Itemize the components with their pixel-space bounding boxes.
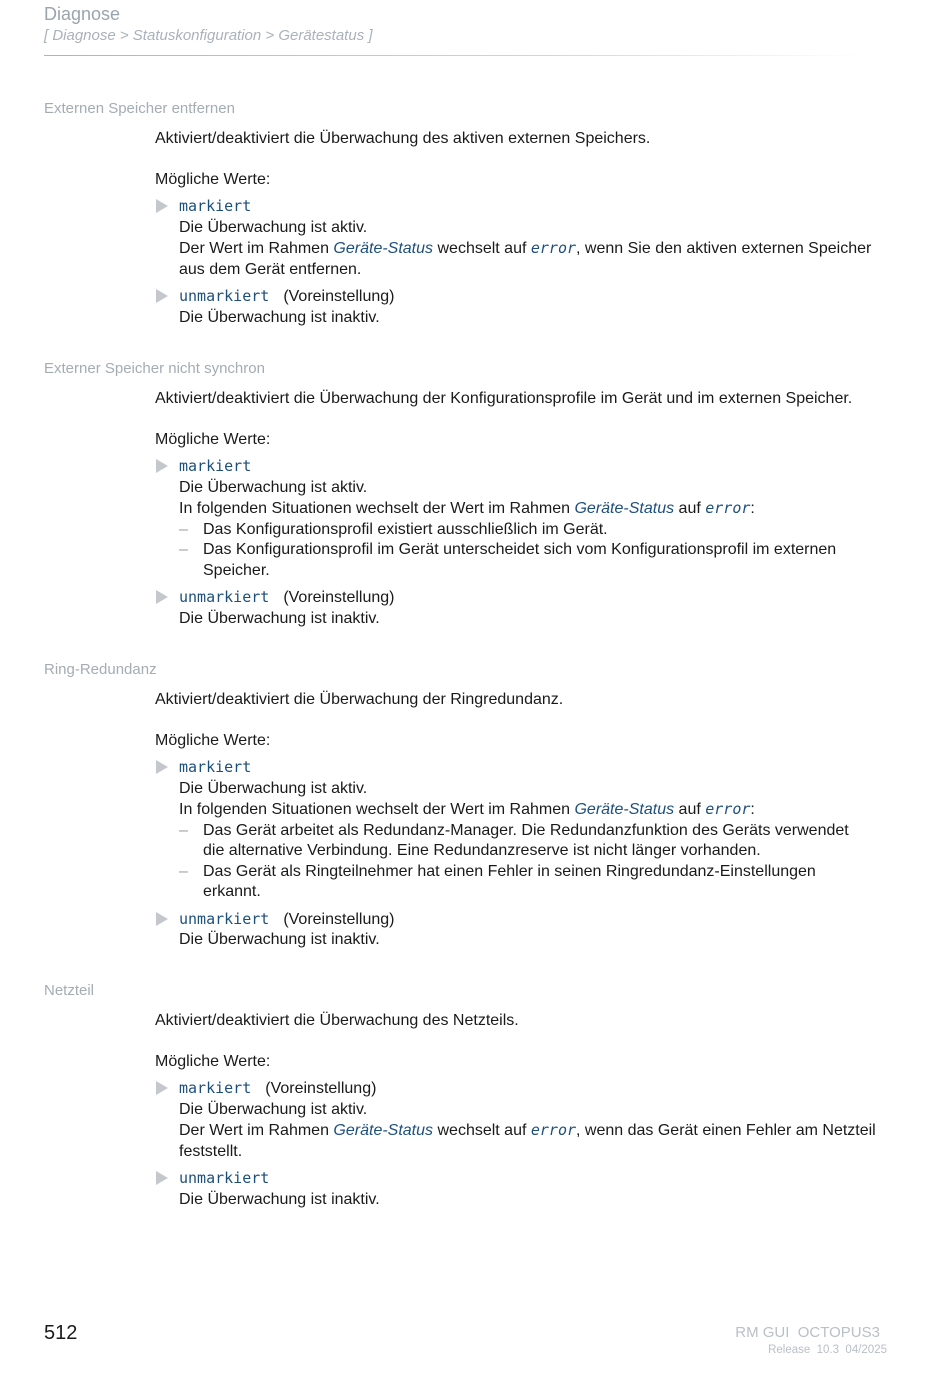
option-description: Die Überwachung ist aktiv. [179, 218, 368, 236]
option-checked [155, 1078, 895, 1162]
dash-bullet: – [179, 520, 188, 538]
section-description: Aktiviert/deaktiviert die Überwachung des Netzteils. [155, 1012, 519, 1029]
frame-link[interactable]: Geräte-Status [333, 1122, 434, 1139]
frame-link[interactable]: Geräte-Status [574, 500, 675, 517]
section-title: Externen Speicher entfernen [44, 100, 235, 117]
option-checked [155, 196, 895, 280]
value-error: error [530, 239, 577, 257]
option-condition: Der Wert im Rahmen Geräte-Status wechselt auf error, wenn das Gerät einen Fehler am Netzteil [179, 1121, 876, 1139]
section-title: Netzteil [44, 982, 95, 999]
triangle-bullet-icon [156, 1171, 168, 1185]
option-unchecked [155, 909, 895, 951]
option-unchecked [155, 1168, 895, 1210]
triangle-bullet-icon [156, 289, 168, 303]
option-condition-continued: feststellt. [179, 1142, 243, 1160]
option-condition: Der Wert im Rahmen Geräte-Status wechselt auf error, wenn Sie den aktiven externen Speicher [179, 239, 872, 257]
page-header [44, 3, 864, 56]
default-marker: (Voreinstellung) [283, 288, 395, 305]
situation-item: – Das Gerät als Ringteilnehmer hat einen Fehler in seinen Ringredundanz-Einstellungen erkannt. [179, 862, 816, 900]
value-unchecked: unmarkiert [179, 287, 270, 305]
situations-intro: In folgenden Situationen wechselt der Wert im Rahmen Geräte-Status auf error: [179, 800, 755, 818]
triangle-bullet-icon [156, 459, 168, 473]
product-name: RM GUI OCTOPUS3 [735, 1324, 880, 1341]
page-number: 512 [44, 1322, 78, 1344]
section-body [155, 1011, 895, 1210]
option-description: Die Überwachung ist inaktiv. [179, 1190, 380, 1208]
triangle-bullet-icon [156, 199, 168, 213]
option-unchecked [155, 286, 895, 328]
option-condition-continued: aus dem Gerät entfernen. [179, 260, 362, 278]
default-marker: (Voreinstellung) [283, 910, 395, 928]
dash-bullet: – [179, 862, 188, 880]
dash-bullet: – [179, 821, 188, 839]
option-unchecked [155, 587, 895, 629]
value-checked: markiert [179, 197, 252, 215]
value-unchecked: unmarkiert [179, 588, 270, 606]
frame-link[interactable]: Geräte-Status [333, 240, 434, 257]
value-error: error [705, 499, 751, 517]
option-description: Die Überwachung ist inaktiv. [179, 609, 380, 627]
option-description: Die Überwachung ist aktiv. [179, 478, 368, 496]
section-description: Aktiviert/deaktiviert die Überwachung der Konfigurationsprofile im Gerät und im externen Speicher. [155, 390, 853, 407]
section-description: Aktiviert/deaktiviert die Überwachung des aktiven externen Speichers. [155, 130, 651, 147]
dash-bullet: – [179, 541, 188, 558]
default-marker: (Voreinstellung) [283, 589, 395, 606]
triangle-bullet-icon [156, 1081, 168, 1095]
situation-item: – Das Gerät arbeitet als Redundanz-Manager. Die Redundanzfunktion des Geräts verwendet die alternative Verbindung. Eine Redundanzreserve ist nicht länger vorhanden. [179, 821, 849, 859]
value-checked: markiert [179, 457, 252, 475]
value-unchecked: unmarkiert [179, 1169, 270, 1187]
chapter-title: Diagnose [44, 4, 121, 24]
possible-values-label: Mögliche Werte: [155, 731, 271, 749]
value-checked: markiert [179, 758, 252, 776]
value-error: error [530, 1121, 577, 1139]
section-description: Aktiviert/deaktiviert die Überwachung der Ringredundanz. [155, 691, 564, 708]
value-unchecked: unmarkiert [179, 909, 270, 928]
possible-values-label: Mögliche Werte: [155, 430, 271, 448]
frame-link[interactable]: Geräte-Status [574, 801, 675, 818]
triangle-bullet-icon [156, 912, 168, 926]
option-description: Die Überwachung ist aktiv. [179, 1100, 368, 1118]
release-info: Release 10.3 04/2025 [768, 1344, 887, 1356]
section-title: Ring-Redundanz [44, 661, 157, 678]
option-description: Die Überwachung ist aktiv. [179, 779, 368, 797]
possible-values-label: Mögliche Werte: [155, 1052, 271, 1070]
value-checked: markiert [179, 1079, 252, 1097]
option-checked [155, 456, 895, 581]
triangle-bullet-icon [156, 590, 168, 604]
section-title: Externer Speicher nicht synchron [44, 360, 265, 377]
situation-item: – Das Konfigurationsprofil existiert ausschließlich im Gerät. [179, 520, 895, 541]
header-divider [44, 55, 864, 56]
option-description: Die Überwachung ist inaktiv. [179, 308, 380, 326]
triangle-bullet-icon [156, 760, 168, 774]
situations-intro: In folgenden Situationen wechselt der Wert im Rahmen Geräte-Status auf error: [179, 499, 755, 517]
value-error: error [705, 800, 751, 818]
section-body [155, 129, 895, 328]
possible-values-label: Mögliche Werte: [155, 170, 271, 188]
option-description: Die Überwachung ist inaktiv. [179, 931, 380, 948]
default-marker: (Voreinstellung) [265, 1080, 377, 1097]
situation-item: – Das Konfigurationsprofil im Gerät unterscheidet sich vom Konfigurationsprofil im externen Speicher. [179, 541, 837, 579]
section-body [155, 389, 895, 629]
option-checked [155, 757, 895, 903]
section-body [155, 690, 895, 951]
breadcrumb: [ Diagnose > Statuskonfiguration > Gerätestatus ] [44, 27, 373, 44]
